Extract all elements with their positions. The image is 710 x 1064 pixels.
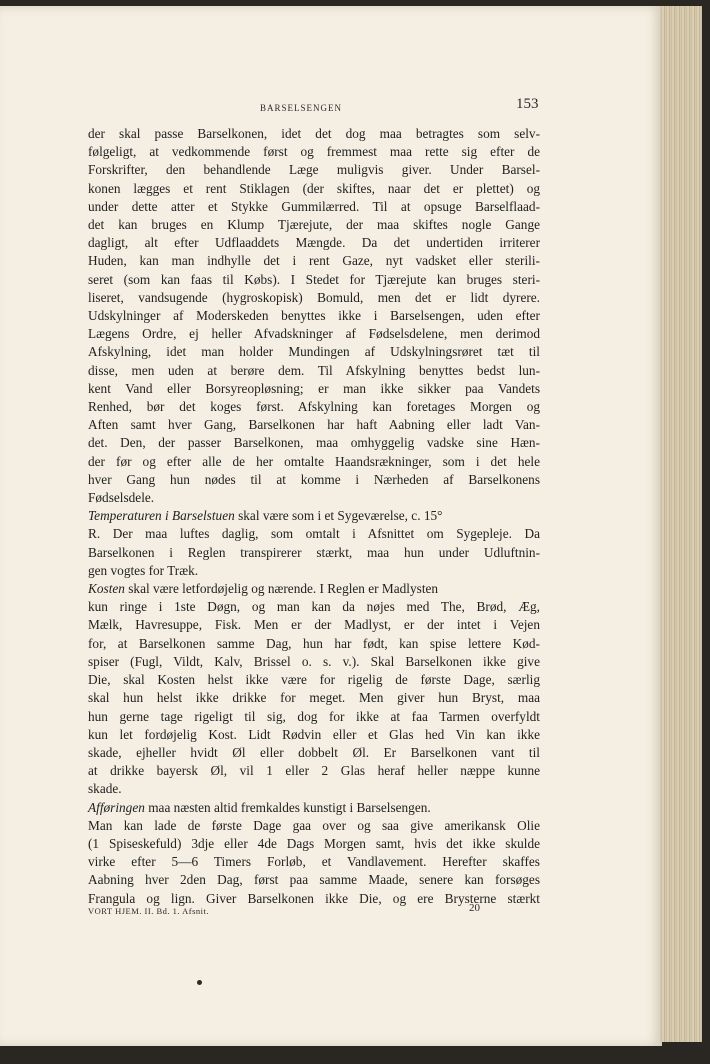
text-line: der skal passe Barselkonen, idet det dog maa betragtes som selv- xyxy=(88,126,540,141)
text-line: Udskylninger af Moderskeden benyttes ikke i Barselsengen, uden efter xyxy=(88,308,540,324)
text-line: kun let fordøjelig Kost. Lidt Rødvin eller et Glas hed Vin kan ikke xyxy=(88,726,540,742)
page-number: 153 xyxy=(516,96,539,112)
text-line: Huden, kan man indhylle det i rent Gaze, nyt vadsket eller sterili- xyxy=(88,253,540,269)
text-line: (1 Spiseskefuld) 3dje eller 4de Dags Morgen samt, hvis det ikke skulde xyxy=(88,835,540,851)
text-line: der før og efter alle de her omtalte Haandsrækninger, som i det hele xyxy=(88,453,540,469)
text-line: Die, skal Kosten helst ikke være for rigelig de første Dage, særlig xyxy=(88,672,540,688)
text-line: Forskrifter, den behandlende Læge muligvis giver. Under Barsel- xyxy=(88,162,540,178)
afforing-text: maa næsten altid fremkaldes kunstigt i Barselsengen. xyxy=(144,799,431,815)
text-line: Frangula og lign. Giver Barselkonen ikke Die, og ere Brysterne stærkt xyxy=(88,890,540,906)
paragraph-temperature-first-line xyxy=(88,507,540,525)
paragraph-kost-first-line xyxy=(88,580,540,598)
text-line: seret (som kan faas til Købs). I Stedet for Tjærejute kan bruges steri- xyxy=(88,271,540,287)
afforing-heading: Afføringen xyxy=(88,799,145,815)
text-line: skal hun helst ikke drikke for meget. Men giver hun Bryst, maa xyxy=(88,690,540,706)
text-line: spiser (Fugl, Vildt, Kalv, Brissel o. s. v.). Skal Barselkonen ikke give xyxy=(88,653,540,669)
text-line: skade, ejheller hvidt Øl eller dobbelt Øl. Er Barselkonen vant til xyxy=(88,744,540,760)
text-line: gen vogtes for Træk. xyxy=(88,562,199,578)
kost-text: skal være letfordøjelig og nærende. I Reglen er Madlysten xyxy=(124,581,439,597)
text-line: under dette atter et Stykke Gummilærred. Til at opsuge Barselflaad- xyxy=(88,198,540,214)
footer-signature: 20 xyxy=(469,902,480,914)
page-edges xyxy=(660,6,702,1042)
text-line: Lægens Ordre, ej heller Afvadskninger af Fødselsdelene, men derimod xyxy=(88,326,540,342)
text-line: det kan bruges en Klump Tjærejute, der maa skiftes nogle Gange xyxy=(88,217,540,233)
temperature-text: skal være som i et Sygeværelse, c. 15° xyxy=(234,508,443,524)
text-line: Man kan lade de første Dage gaa over og saa give amerikansk Olie xyxy=(88,817,540,833)
text-line: hver Gang hun nødes til at komme i Nærheden af Barselkonens xyxy=(88,471,540,487)
text-line: Aabning hver 2den Dag, først paa samme Maade, senere kan forsøges xyxy=(88,872,540,888)
text-line: Aften samt hver Gang, Barselkonen har haft Aabning eller ladt Van- xyxy=(88,417,540,433)
ink-dot xyxy=(197,980,202,985)
text-line: virke efter 5—6 Timers Forløb, et Vandlavement. Herefter skaffes xyxy=(88,854,540,870)
text-line: dagligt, alt efter Udflaaddets Mængde. Da det undertiden irriterer xyxy=(88,235,540,251)
text-line: kent Vand eller Borsyreopløsning; er man ikke sikker paa Vandets xyxy=(88,380,540,396)
footer-book-title: VORT HJEM. II. Bd. 1. Afsnit. xyxy=(88,906,210,916)
text-line: kun ringe i 1ste Døgn, og man kan da nøjes med The, Brød, Æg, xyxy=(88,599,540,615)
text-line: at drikke bayersk Øl, vil 1 eller 2 Glas heraf heller næppe kunne xyxy=(88,763,540,779)
text-line: disse, men uden at berøre dem. Til Afskylning benyttes bedst lun- xyxy=(88,362,540,378)
paragraph-afforing-first-line xyxy=(88,799,540,817)
text-line: konen lægges et rent Stiklagen (der skiftes, naar det er plettet) og xyxy=(88,180,540,196)
text-line: det. Den, der passer Barselkonen, maa omhyggelig vadske sine Hæn- xyxy=(88,435,540,451)
text-line: liseret, vandsugende (hygroskopisk) Bomuld, men det er lidt dyrere. xyxy=(88,289,540,305)
text-line: Afskylning, idet man holder Mundingen af Udskylningsrøret tæt til xyxy=(88,344,540,360)
kost-heading: Kosten xyxy=(88,581,125,597)
text-line: følgeligt, at vedkommende først og fremmest maa rette sig efter de xyxy=(88,144,540,160)
text-line: for, at Barselkonen samme Dag, hun har født, kan spise lettere Kød- xyxy=(88,635,540,651)
body-text xyxy=(88,125,540,908)
temperature-heading: Temperaturen i Barselstuen xyxy=(88,508,235,524)
text-line: skade. xyxy=(88,781,122,797)
text-line: Barselkonen i Reglen transpirerer stærkt, maa hun under Udluftnin- xyxy=(88,544,540,560)
text-line: Renhed, bør det koges først. Afskylning kan foretages Morgen og xyxy=(88,399,540,415)
text-line: R. Der maa luftes daglig, som omtalt i Afsnittet om Sygepleje. Da xyxy=(88,526,540,542)
text-line: hun gerne tage rigeligt til sig, dog for ikke at faa Tarmen overfyldt xyxy=(88,708,540,724)
text-line: Mælk, Havresuppe, Fisk. Men er der Madlyst, er der intet i Vejen xyxy=(88,617,540,633)
text-line: Fødselsdele. xyxy=(88,490,155,506)
running-header: BARSELSENGEN xyxy=(260,103,343,113)
